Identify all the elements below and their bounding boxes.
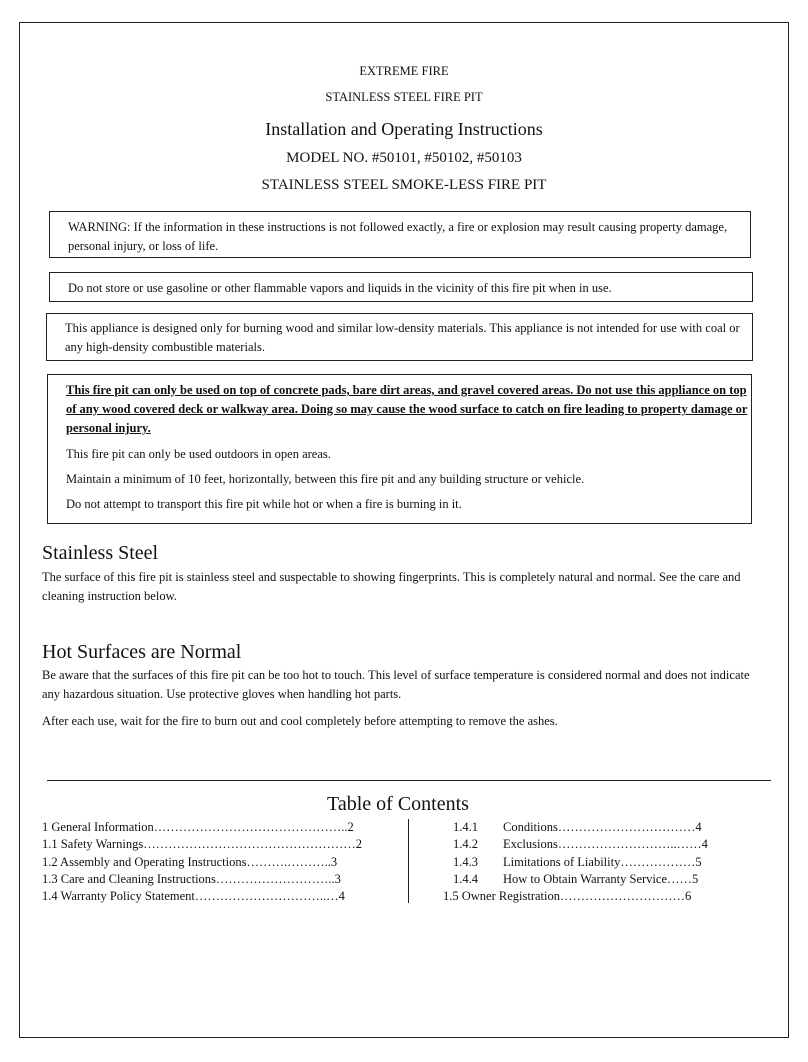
toc-page: 6: [685, 889, 692, 904]
toc-leader: ……….………..: [246, 854, 331, 869]
toc-entry[interactable]: [443, 888, 708, 905]
toc-left-column: [42, 819, 362, 905]
hot-surfaces-section: [42, 666, 767, 731]
toc-entry-label: 1.1 Safety Warnings: [42, 837, 144, 852]
toc-leader: …………………………: [560, 889, 685, 904]
toc-entry[interactable]: [443, 836, 708, 853]
toc-entry[interactable]: [42, 854, 362, 871]
toc-leader: ……: [667, 871, 692, 886]
warning-box: [49, 211, 751, 258]
stainless-heading: Stainless Steel: [42, 542, 159, 564]
toc-leader: ………………………………………..: [153, 820, 348, 834]
appliance-text: This appliance is designed only for burning wood and similar low-density materials. This appliance is not intended for use with coal or any high-density combustible materials.: [65, 321, 740, 354]
toc-entry-number: 1.4.3: [453, 854, 478, 869]
gasoline-text: Do not store or use gasoline or other flammable vapors and liquids in the vicinity of this fire pit when in use.: [68, 281, 612, 295]
toc-leader: ……………………………: [557, 820, 696, 834]
toc-entry[interactable]: [443, 854, 708, 871]
toc-entry-number: 1.4.2: [453, 837, 478, 852]
toc-entry[interactable]: [443, 819, 708, 836]
transport-text: Do not attempt to transport this fire pit while hot or when a fire is burning in it.: [66, 497, 462, 511]
toc-entry[interactable]: [443, 871, 708, 888]
toc-page: 4: [701, 837, 708, 852]
toc-entry-label: Limitations of Liability: [503, 854, 621, 869]
toc-entry-label: Exclusions: [503, 837, 558, 852]
toc-page: 2: [355, 837, 362, 852]
toc-entry[interactable]: [42, 871, 362, 888]
toc-title: Table of Contents: [327, 793, 469, 815]
document-title: Installation and Operating Instructions: [265, 119, 543, 139]
toc-entry-label: How to Obtain Warranty Service: [503, 871, 667, 886]
toc-column-divider: [408, 819, 409, 903]
stainless-text: The surface of this fire pit is stainless steel and suspectable to showing fingerprints. This is completely natural and normal. See the care and cleaning instruction below.: [42, 570, 741, 603]
toc-page: 2: [347, 820, 354, 834]
toc-leader: ………………: [620, 854, 696, 869]
placement-box: [47, 374, 752, 524]
toc-entry[interactable]: [42, 888, 362, 905]
outdoors-text: This fire pit can only be used outdoors in open areas.: [66, 447, 331, 461]
toc-page: 5: [692, 871, 699, 886]
hot-surfaces-text: Be aware that the surfaces of this fire pit can be too hot to touch. This level of surface temperature is considered normal and does not indicate any hazardous situation. Use protective gloves when handling hot parts.: [42, 668, 750, 701]
product-name: STAINLESS STEEL FIRE PIT: [325, 90, 483, 104]
toc-entry-label: 1.5 Owner Registration: [443, 889, 560, 904]
toc-entry-label: 1.2 Assembly and Operating Instructions: [42, 854, 247, 869]
distance-text: Maintain a minimum of 10 feet, horizontally, between this fire pit and any building structure or vehicle.: [66, 472, 585, 486]
toc-entry-label: 1.3 Care and Cleaning Instructions: [42, 871, 216, 886]
toc-leader: ……………………………………………: [143, 837, 356, 852]
toc-entry-number: 1.4.1: [453, 820, 478, 834]
toc-entry[interactable]: [42, 836, 362, 853]
toc-page: 5: [695, 854, 702, 869]
toc-entry[interactable]: [42, 819, 362, 836]
toc-entry-number: 1.4.4: [453, 871, 478, 886]
toc-entry-label: 1 General Information: [42, 820, 154, 834]
stainless-section: [42, 568, 767, 605]
toc-entry-label: 1.4 Warranty Policy Statement: [42, 889, 195, 904]
toc-leader: ………………………..……: [557, 837, 702, 852]
toc-leader: ………………………..: [215, 871, 335, 886]
model-numbers: MODEL NO. #50101, #50102, #50103: [286, 150, 522, 166]
warning-text: WARNING: If the information in these instructions is not followed exactly, a fire or explosion may result causing property damage, personal injury, or loss of life.: [68, 220, 728, 253]
brand-name: EXTREME FIRE: [359, 64, 449, 78]
toc-page: 4: [695, 820, 702, 834]
section-divider: [47, 780, 771, 781]
toc-page: 3: [330, 854, 338, 869]
appliance-box: [46, 313, 753, 361]
toc-leader: …………………………..…: [194, 889, 339, 904]
toc-page: 4: [338, 889, 345, 904]
toc-right-column: [443, 819, 708, 905]
toc-entry-label: Conditions: [503, 820, 558, 834]
gasoline-box: [49, 272, 753, 302]
ashes-text: After each use, wait for the fire to burn out and cool completely before attempting to remove the ashes.: [42, 714, 558, 728]
hot-surfaces-heading: Hot Surfaces are Normal: [42, 641, 242, 663]
document-subtitle: STAINLESS STEEL SMOKE-LESS FIRE PIT: [261, 177, 547, 193]
toc-page: 3: [334, 871, 341, 886]
placement-warning: This fire pit can only be used on top of concrete pads, bare dirt areas, and gravel covered areas. Do not use this appliance on top of any wood covered deck or walkway area. Doing so may cause the wood surface to catch on fire leading to property damage or personal injury.: [66, 383, 748, 435]
